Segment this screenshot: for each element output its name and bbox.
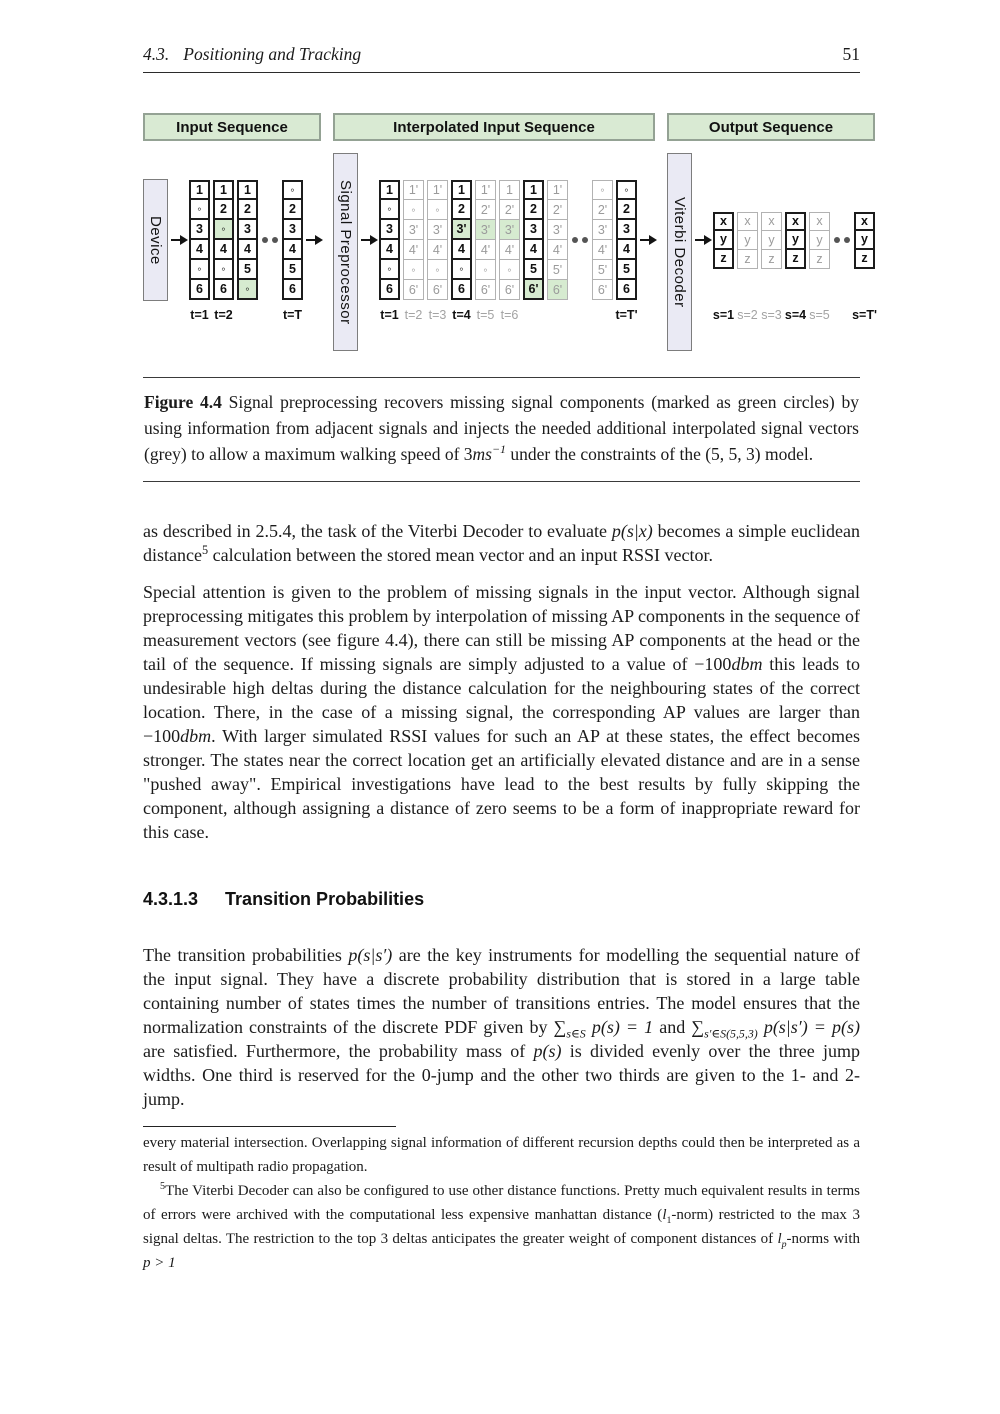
signal-cell: y [785, 231, 806, 250]
time-index-label: t=3 [428, 308, 447, 322]
time-index-label: s=5 [809, 308, 830, 322]
signal-cell: 3' [547, 220, 568, 240]
panel-content [667, 153, 875, 351]
signal-cell: 3' [592, 220, 613, 240]
signal-cells [403, 179, 424, 301]
signal-vector-column [475, 179, 496, 325]
recovered-signal-cell: 3' [451, 220, 472, 240]
time-index-label: t=T [282, 308, 303, 322]
sequence-header-label: Output Sequence [667, 113, 875, 141]
signal-cell: x [854, 212, 875, 231]
text-segment: is divided evenly over the three jump widths. One third is reserved for the 0-jump and the other two thirds are given to the 1- and 2-jump. [143, 1041, 860, 1109]
text-segment: Figure 4.4 [144, 392, 229, 412]
signal-cell: y [854, 231, 875, 250]
signal-cell: 1 [213, 180, 234, 200]
signal-cells [616, 179, 637, 301]
signal-cells [592, 179, 613, 301]
signal-vector-column [282, 179, 303, 325]
recovered-signal-cell: 3' [475, 220, 496, 240]
dot [262, 237, 268, 243]
ellipsis-dots-icon [571, 237, 589, 243]
signal-cells [379, 179, 400, 301]
signal-vector-column [854, 179, 875, 325]
text-segment: p(s|x) [611, 521, 653, 541]
signal-cell: 1 [237, 180, 258, 200]
section-heading [143, 889, 860, 910]
signal-cell: ◦ [475, 260, 496, 280]
signal-cell: ◦ [403, 260, 424, 280]
flow-arrow-icon [640, 239, 655, 241]
signal-vector-column [379, 179, 400, 325]
signal-cells [547, 179, 568, 301]
signal-cells [737, 179, 758, 301]
signal-cell: ◦ [451, 260, 472, 280]
text-segment: p(s|s′) = p(s) [763, 1017, 860, 1037]
signal-cell: z [713, 250, 734, 269]
signal-cell: z [761, 250, 782, 269]
signal-cell: 4 [523, 240, 544, 260]
signal-cell: 2' [547, 200, 568, 220]
process-box: Device [143, 179, 168, 301]
text-segment: and [653, 1017, 692, 1037]
panel-content [333, 153, 655, 351]
signal-vector-column [785, 179, 806, 325]
signal-cell: 4 [213, 240, 234, 260]
signal-cell: x [737, 212, 758, 231]
signal-cell: 2' [499, 200, 520, 220]
signal-vector-column [427, 179, 448, 325]
signal-vector-column [592, 179, 613, 325]
signal-vector-column [189, 179, 210, 325]
signal-cell: 3' [427, 220, 448, 240]
signal-cell: 6 [213, 280, 234, 300]
signal-cell: y [713, 231, 734, 250]
signal-cell: z [785, 250, 806, 269]
signal-cell: 3 [523, 220, 544, 240]
figure-panel [143, 113, 321, 351]
paragraph-viterbi-task [143, 519, 860, 567]
signal-vector-column [737, 179, 758, 325]
signal-cell: ◦ [213, 260, 234, 280]
signal-cell: 6' [499, 280, 520, 300]
recovered-signal-cell: ◦ [213, 220, 234, 240]
text-segment: becomes a simple euclidean distance [143, 521, 861, 565]
signal-cell: 2 [523, 200, 544, 220]
signal-cell: 1' [475, 180, 496, 200]
signal-cell: 6 [379, 280, 400, 300]
text-segment: this leads to undesirable high deltas during the distance calculation for the neighbouring states of the correct location. There, in the case of a missing signal, the corresponding AP values are larger than −100 [143, 654, 860, 746]
signal-cell: 4' [427, 240, 448, 260]
signal-cell: 3 [237, 220, 258, 240]
signal-cell: 4 [282, 240, 303, 260]
signal-cells [523, 179, 544, 301]
text-segment: calculation between the stored mean vector and an input RSSI vector. [208, 545, 713, 565]
dot [572, 237, 578, 243]
recovered-signal-cell: ◦ [237, 280, 258, 300]
signal-cell: 5 [282, 260, 303, 280]
signal-cell: 1 [499, 180, 520, 200]
text-segment: under the constraints of the (5, 5, 3) model. [505, 444, 814, 464]
signal-cell: 2' [475, 200, 496, 220]
signal-cell: x [785, 212, 806, 231]
text-segment: p > 1 [143, 1255, 176, 1271]
signal-vector-column [499, 179, 520, 325]
signal-cell: 3 [379, 220, 400, 240]
time-index-label: t=2 [404, 308, 423, 322]
running-section-number: 4.3. [143, 44, 170, 64]
signal-cell: 5 [523, 260, 544, 280]
signal-cell: 1' [547, 180, 568, 200]
signal-cell: 1 [379, 180, 400, 200]
time-index-label: t=1 [380, 308, 399, 322]
signal-cell: z [854, 250, 875, 269]
dot [272, 237, 278, 243]
signal-cell: 6 [616, 280, 637, 300]
running-section [143, 44, 361, 65]
signal-vector-column [616, 179, 637, 325]
figure-panel [333, 113, 655, 351]
signal-vector-column [403, 179, 424, 325]
time-index-label: s=3 [761, 308, 782, 322]
text-segment: ms [472, 444, 492, 464]
text-segment: -norm) restricted to the max 3 signal deltas. The restriction to the top 3 deltas anticipates the greater weight of component distances of [143, 1207, 860, 1247]
signal-vector-column [237, 179, 258, 325]
text-segment: l [662, 1207, 667, 1223]
text-segment: The Viterbi Decoder can also be configured to use other distance functions. Pretty much equivalent results in terms of errors were archived with the computational less expensive manhattan distance ( [143, 1183, 860, 1223]
signal-cell: 5 [237, 260, 258, 280]
signal-cell: 6' [592, 280, 613, 300]
signal-cell: 3 [616, 220, 637, 240]
signal-cells [713, 179, 734, 301]
text-segment: dbm [180, 726, 212, 746]
signal-cells [451, 179, 472, 301]
process-box: Signal Preprocessor [333, 153, 358, 351]
footnote-5 [143, 1179, 860, 1275]
signal-cell: 1 [451, 180, 472, 200]
signal-cell: 5' [547, 260, 568, 280]
sequence-header-label: Interpolated Input Sequence [333, 113, 655, 141]
signal-cell: ◦ [499, 260, 520, 280]
text-segment: 5 [160, 1181, 166, 1192]
signal-vector-column [713, 179, 734, 325]
signal-cell: 2 [213, 200, 234, 220]
signal-cell: 1 [189, 180, 210, 200]
signal-vector-column [761, 179, 782, 325]
ellipsis-dots-icon [261, 237, 279, 243]
text-segment: are satisfied. Furthermore, the probability mass of [143, 1041, 534, 1061]
signal-cell: 6 [451, 280, 472, 300]
signal-cell: 2 [237, 200, 258, 220]
text-segment: 5 [201, 543, 209, 557]
text-segment: Special attention is given to the problem of missing signals in the input vector. Although signal preprocessing mitigates this problem by interpolation of missing AP components in the sequence of measurement vectors (see figure 4.4), there can still be missing AP components at the head or the tail of the sequence. If missing signals are simply adjusted to a value of −100 [143, 582, 860, 674]
text-segment: ∑ [553, 1017, 567, 1037]
text-segment: . With larger simulated RSSI values for such an AP at these states, the effect becomes stronger. The states near the correct location get an artificially elevated distance and are in a sense "pushed away". Empirical investigations have lead to the best results by fully skipping the component, although assigning a distance of zero seems to be a form of inappropriate reward for this case. [143, 726, 860, 842]
signal-cell: 6' [403, 280, 424, 300]
dot [834, 237, 840, 243]
recovered-signal-cell: 6' [547, 280, 568, 300]
section-heading-title: Transition Probabilities [225, 889, 425, 909]
text-segment: p [781, 1239, 787, 1250]
time-index-label: t=5 [476, 308, 495, 322]
signal-cell: 4' [592, 240, 613, 260]
figure-panels [143, 113, 877, 351]
time-index-label: t=6 [500, 308, 519, 322]
signal-cell: x [713, 212, 734, 231]
dot [844, 237, 850, 243]
running-header [143, 44, 860, 73]
signal-cells [809, 179, 830, 301]
signal-cells [237, 179, 258, 301]
signal-vector-column [451, 179, 472, 325]
text-segment: s∈S [566, 1026, 586, 1041]
signal-cell: 3' [403, 220, 424, 240]
text-segment: p(s) [533, 1041, 562, 1061]
signal-cell: 1 [523, 180, 544, 200]
signal-vector-column [547, 179, 568, 325]
text-segment: Signal preprocessing recovers missing signal components (marked as green circles) by using information from adjacent signals and injects the needed additional interpolated signal vectors (grey) to allow a maximum walking speed of 3 [144, 392, 859, 464]
recovered-signal-cell: 6' [523, 280, 544, 300]
signal-cell: 1' [403, 180, 424, 200]
time-index-label: t=1 [190, 308, 209, 322]
signal-cell: x [809, 212, 830, 231]
signal-cell: 6 [189, 280, 210, 300]
flow-arrow-icon [171, 239, 186, 241]
signal-cell: ◦ [427, 200, 448, 220]
panel-content [143, 153, 321, 351]
signal-cell: z [737, 250, 758, 269]
signal-cell: ◦ [616, 180, 637, 200]
running-section-title: Positioning and Tracking [183, 44, 362, 64]
signal-cell: y [737, 231, 758, 250]
text-segment: l [777, 1231, 782, 1247]
signal-cells [499, 179, 520, 301]
signal-cell: 4 [451, 240, 472, 260]
signal-cell: 4 [616, 240, 637, 260]
text-segment: are the key instruments for modelling the sequential nature of the input signal. They have a discrete probability distribution that is stored in a large table containing number of states times the number of transitions entries. The model ensures that the normalization constraints of the discrete PDF given by [143, 945, 860, 1037]
recovered-signal-cell: 3' [499, 220, 520, 240]
flow-arrow-icon [361, 239, 376, 241]
signal-cell: 6' [475, 280, 496, 300]
time-index-label: t=T' [615, 308, 638, 322]
text-segment: p(s) = 1 [591, 1017, 654, 1037]
signal-cell: y [761, 231, 782, 250]
signal-cell: 4 [379, 240, 400, 260]
signal-cell: y [809, 231, 830, 250]
signal-cell: 4' [547, 240, 568, 260]
signal-cell: 5 [616, 260, 637, 280]
signal-cell: 4' [499, 240, 520, 260]
signal-cells [785, 179, 806, 301]
signal-cell: 1' [427, 180, 448, 200]
signal-cell: x [761, 212, 782, 231]
signal-cells [761, 179, 782, 301]
time-index-label: s=2 [737, 308, 758, 322]
text-segment: ∑ [691, 1017, 705, 1037]
signal-cell: 3 [282, 220, 303, 240]
signal-cell: ◦ [189, 260, 210, 280]
signal-cell: ◦ [282, 180, 303, 200]
dot [582, 237, 588, 243]
signal-cell: 6' [427, 280, 448, 300]
signal-vector-column [809, 179, 830, 325]
signal-cell: ◦ [403, 200, 424, 220]
flow-arrow-icon [695, 239, 710, 241]
signal-cell: 3 [189, 220, 210, 240]
signal-cells [282, 179, 303, 301]
signal-cell: 5' [592, 260, 613, 280]
signal-cell: ◦ [379, 260, 400, 280]
footnote-continuation [143, 1131, 860, 1179]
signal-cells [213, 179, 234, 301]
signal-cell: 4' [403, 240, 424, 260]
time-index-label: s=4 [784, 308, 807, 322]
text-segment: p(s|s′) [348, 945, 393, 965]
signal-cell: 4' [475, 240, 496, 260]
text-segment: The transition probabilities [143, 945, 349, 965]
footnote-rule [143, 1126, 396, 1127]
signal-cell: 2 [616, 200, 637, 220]
signal-cell: ◦ [427, 260, 448, 280]
signal-cell: 4 [237, 240, 258, 260]
flow-arrow-icon [306, 239, 321, 241]
time-index-label: s=T' [852, 308, 877, 322]
paragraph-missing-signals [143, 580, 860, 844]
process-box: Viterbi Decoder [667, 153, 692, 351]
signal-vector-column [523, 179, 544, 325]
signal-cells [854, 179, 875, 301]
signal-cell: 2 [282, 200, 303, 220]
figure-caption [143, 377, 860, 482]
signal-cell: ◦ [592, 180, 613, 200]
text-segment: as described in 2.5.4, the task of the Viterbi Decoder to evaluate [143, 521, 612, 541]
signal-cell: ◦ [189, 200, 210, 220]
page-number: 51 [842, 44, 860, 64]
signal-cell: 6 [282, 280, 303, 300]
sequence-header-label: Input Sequence [143, 113, 321, 141]
signal-cell: 2' [592, 200, 613, 220]
text-segment: s′∈S(5,5,3) [704, 1026, 758, 1041]
ellipsis-dots-icon [833, 237, 851, 243]
signal-cell: ◦ [379, 200, 400, 220]
text-segment: dbm [731, 654, 763, 674]
text-segment: −1 [491, 442, 506, 457]
section-heading-number: 4.3.1.3 [143, 889, 199, 909]
signal-cells [427, 179, 448, 301]
signal-cells [189, 179, 210, 301]
signal-vector-column [213, 179, 234, 325]
time-index-label: t=4 [452, 308, 471, 322]
text-segment: every material intersection. Overlapping signal information of different recursion depths could then be interpreted as a result of multipath radio propagation. [143, 1135, 860, 1175]
figure-4-4 [143, 113, 877, 482]
text-segment: -norms with [786, 1231, 860, 1247]
signal-cells [475, 179, 496, 301]
time-index-label: t=2 [214, 308, 233, 322]
paragraph-transition-probabilities [143, 943, 860, 1111]
signal-cell: z [809, 250, 830, 269]
figure-panel [667, 113, 875, 351]
signal-cell: 4 [189, 240, 210, 260]
text-segment: 1 [666, 1215, 672, 1226]
time-index-label: s=1 [712, 308, 735, 322]
signal-cell: 2 [451, 200, 472, 220]
